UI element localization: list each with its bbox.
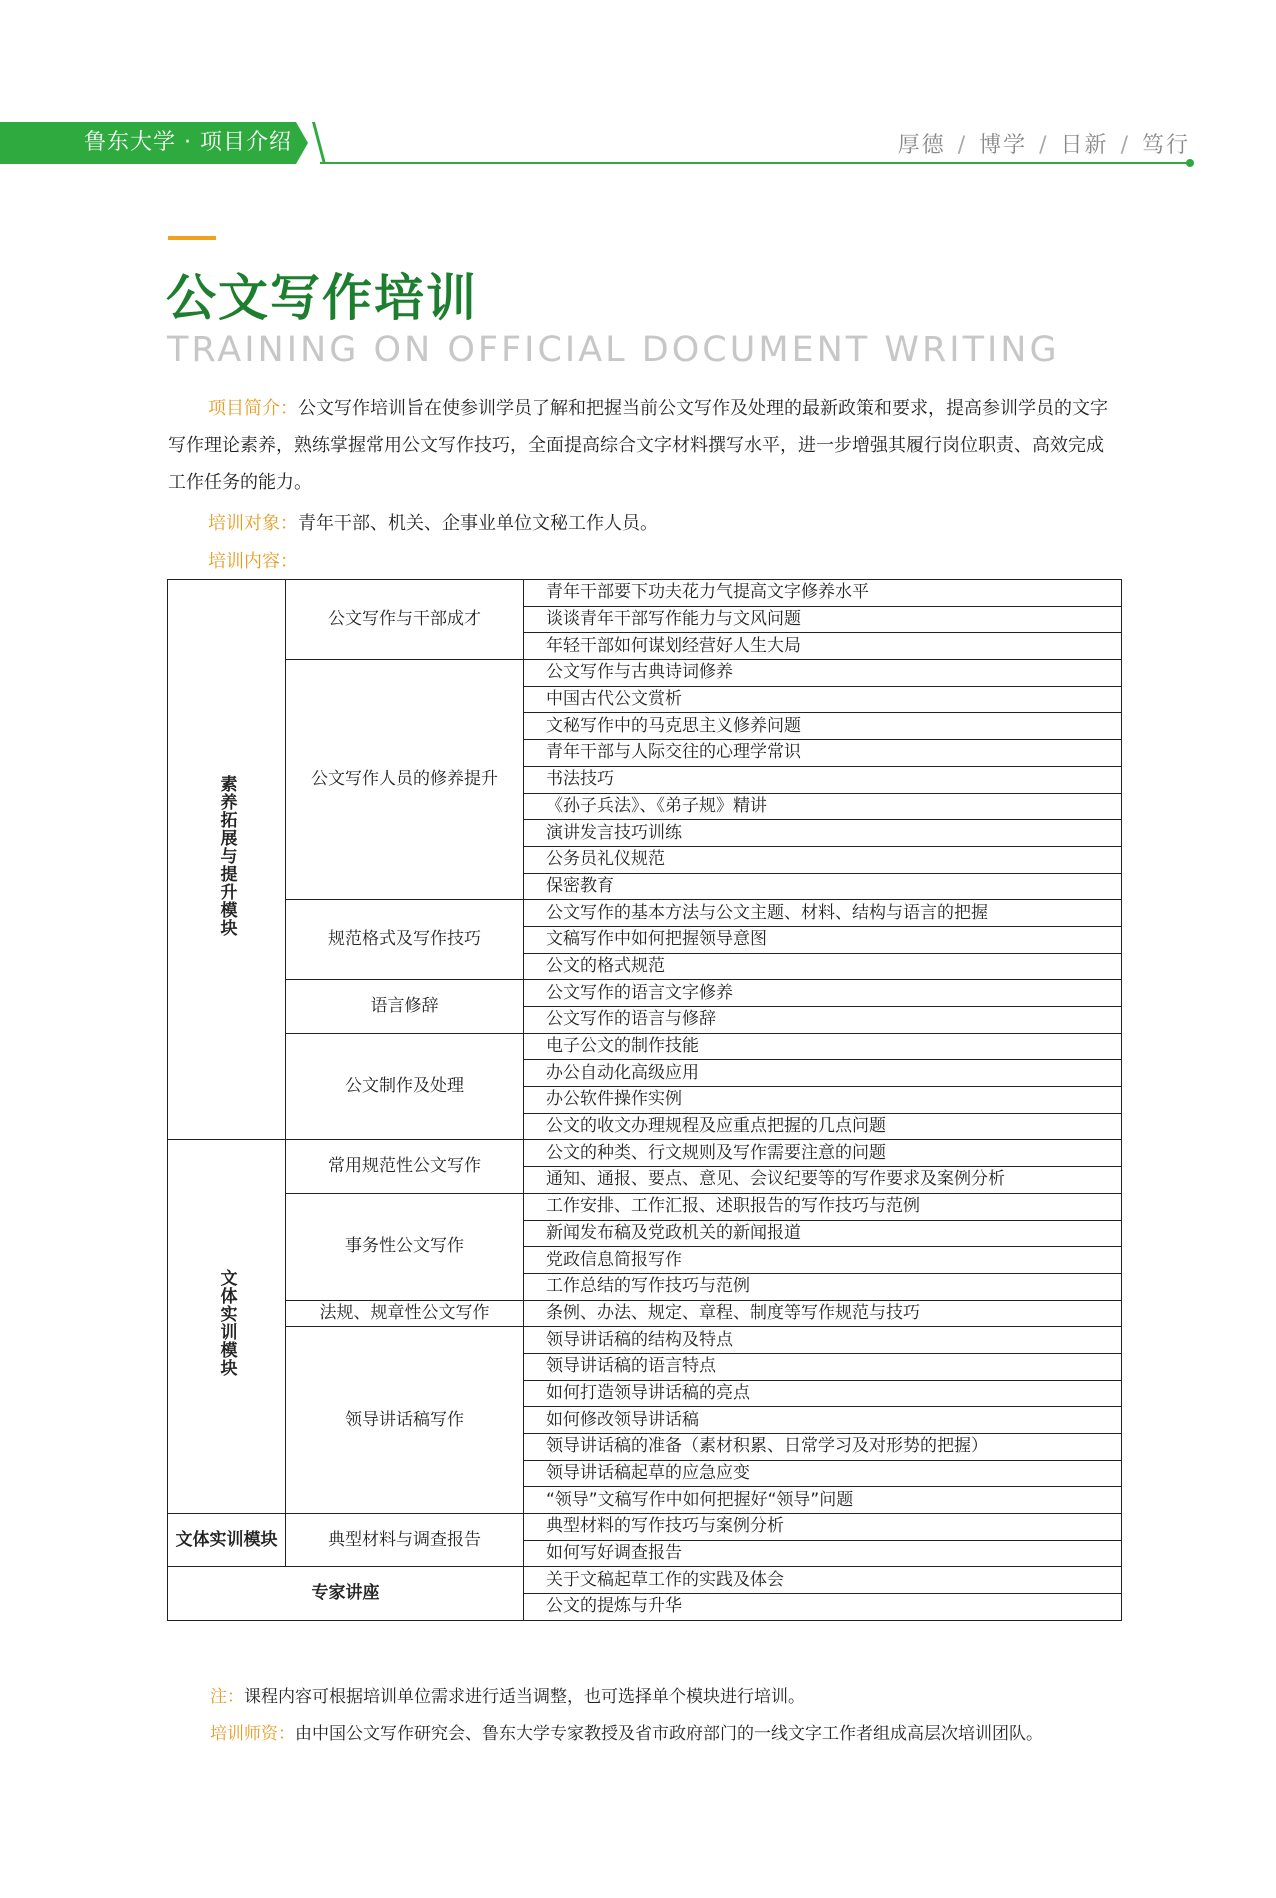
course-item-cell: 公文的格式规范 [524, 953, 1122, 980]
target-label: 培训对象： [208, 513, 298, 534]
course-item-cell: 工作安排、工作汇报、述职报告的写作技巧与范例 [524, 1193, 1122, 1220]
course-item-cell: 如何修改领导讲话稿 [524, 1407, 1122, 1434]
table-row [168, 1140, 1122, 1167]
course-item-cell: 中国古代公文赏析 [524, 686, 1122, 713]
course-item-cell: 青年干部要下功夫花力气提高文字修养水平 [524, 580, 1122, 607]
table-row [168, 1193, 1122, 1220]
table-row [168, 1327, 1122, 1354]
course-item-cell: 公文写作的语言与修辞 [524, 1007, 1122, 1034]
course-item-cell: 公文的收文办理规程及应重点把握的几点问题 [524, 1113, 1122, 1140]
course-item-cell: 如何写好调查报告 [524, 1540, 1122, 1567]
table-row [168, 1514, 1122, 1541]
submodule-cell: 常用规范性公文写作 [286, 1140, 524, 1193]
module-cell [168, 580, 286, 1140]
module-cell [168, 1514, 286, 1567]
submodule-cell: 公文制作及处理 [286, 1033, 524, 1140]
table-row [168, 900, 1122, 927]
course-item-cell: 公务员礼仪规范 [524, 846, 1122, 873]
course-item-cell: 领导讲话稿的语言特点 [524, 1353, 1122, 1380]
course-item-cell: 办公软件操作实例 [524, 1087, 1122, 1114]
content-label: 培训内容： [208, 551, 298, 572]
module-cell [168, 1567, 524, 1620]
header-title: 鲁东大学 · 项目介绍 [84, 130, 292, 155]
module-name: 文体实训模块 [216, 1268, 237, 1377]
course-item-cell: 谈谈青年干部写作能力与文风问题 [524, 606, 1122, 633]
course-item-cell: 演讲发言技巧训练 [524, 820, 1122, 847]
intro-label: 项目简介： [208, 398, 298, 419]
submodule-cell: 事务性公文写作 [286, 1193, 524, 1300]
course-item-cell: 公文写作与古典诗词修养 [524, 660, 1122, 687]
target-text: 青年干部、机关、企事业单位文秘工作人员。 [298, 513, 658, 534]
course-item-cell: 通知、通报、要点、意见、会议纪要等的写作要求及案例分析 [524, 1167, 1122, 1194]
submodule-cell: 领导讲话稿写作 [286, 1327, 524, 1514]
module-cell [168, 1140, 286, 1514]
module-name: 素养拓展与提升模块 [216, 774, 237, 937]
course-item-cell: 电子公文的制作技能 [524, 1033, 1122, 1060]
motto-separator: / [1039, 133, 1049, 158]
table-row [168, 1567, 1122, 1594]
course-item-cell: 保密教育 [524, 873, 1122, 900]
motto-word: 笃行 [1141, 133, 1190, 158]
content-paragraph [168, 543, 1120, 580]
title-accent-bar [168, 236, 216, 240]
motto-separator: / [957, 133, 968, 158]
course-item-cell: 《孙子兵法》、《弟子规》精讲 [524, 793, 1122, 820]
course-table [167, 579, 1122, 1621]
course-item-cell: 公文写作的语言文字修养 [524, 980, 1122, 1007]
course-item-cell: 关于文稿起草工作的实践及体会 [524, 1567, 1122, 1594]
module-name: 专家讲座 [311, 1583, 380, 1604]
course-item-cell: 如何打造领导讲话稿的亮点 [524, 1380, 1122, 1407]
header-motto [898, 128, 1190, 159]
module-name: 文体实训模块 [175, 1529, 278, 1550]
course-item-cell: 文秘写作中的马克思主义修养问题 [524, 713, 1122, 740]
table-row [168, 1033, 1122, 1060]
motto-word: 日新 [1060, 133, 1109, 158]
target-paragraph [168, 505, 1120, 542]
page-title: 公文写作培训 [166, 269, 478, 327]
course-item-cell: 书法技巧 [524, 766, 1122, 793]
course-item-cell: 公文的种类、行文规则及写作需要注意的问题 [524, 1140, 1122, 1167]
course-item-cell: 党政信息简报写作 [524, 1247, 1122, 1274]
course-item-cell: 典型材料的写作技巧与案例分析 [524, 1514, 1122, 1541]
course-table-body [168, 580, 1122, 1621]
note-paragraph [210, 1682, 805, 1712]
teachers-label: 培训师资： [210, 1724, 295, 1744]
note-label: 注： [210, 1687, 244, 1707]
header-rule-dot [1186, 159, 1194, 167]
submodule-cell: 法规、规章性公文写作 [286, 1300, 524, 1327]
course-item-cell: 年轻干部如何谋划经营好人生大局 [524, 633, 1122, 660]
teachers-paragraph [210, 1719, 1043, 1749]
table-row [168, 980, 1122, 1007]
teachers-text: 由中国公文写作研究会、鲁东大学专家教授及省市政府部门的一线文字工作者组成高层次培训团队。 [295, 1724, 1043, 1744]
page-subtitle-english: TRAINING ON OFFICIAL DOCUMENT WRITING [167, 330, 1060, 370]
motto-word: 厚德 [897, 133, 946, 158]
course-item-cell: 文稿写作中如何把握领导意图 [524, 926, 1122, 953]
submodule-cell: 规范格式及写作技巧 [286, 900, 524, 980]
course-item-cell: 条例、办法、规定、章程、制度等写作规范与技巧 [524, 1300, 1122, 1327]
course-item-cell: 领导讲话稿的准备（素材积累、日常学习及对形势的把握） [524, 1434, 1122, 1461]
course-item-cell: “领导”文稿写作中如何把握好“领导”问题 [524, 1487, 1122, 1514]
course-item-cell: 新闻发布稿及党政机关的新闻报道 [524, 1220, 1122, 1247]
intro-paragraph [168, 390, 1120, 501]
course-item-cell: 公文写作的基本方法与公文主题、材料、结构与语言的把握 [524, 900, 1122, 927]
table-row [168, 1300, 1122, 1327]
course-item-cell: 青年干部与人际交往的心理学常识 [524, 740, 1122, 767]
submodule-cell: 公文写作与干部成才 [286, 580, 524, 660]
course-item-cell: 领导讲话稿的结构及特点 [524, 1327, 1122, 1354]
table-row [168, 580, 1122, 607]
course-item-cell: 工作总结的写作技巧与范例 [524, 1273, 1122, 1300]
motto-word: 博学 [979, 133, 1028, 158]
course-item-cell: 公文的提炼与升华 [524, 1594, 1122, 1621]
intro-text: 公文写作培训旨在使参训学员了解和把握当前公文写作及处理的最新政策和要求，提高参训学员的文字写作理论素养，熟练掌握常用公文写作技巧，全面提高综合文字材料撰写水平，进一步增强其履行岗位职责、高效完成工作任务的能力。 [168, 398, 1108, 493]
course-item-cell: 领导讲话稿起草的应急应变 [524, 1460, 1122, 1487]
course-item-cell: 办公自动化高级应用 [524, 1060, 1122, 1087]
table-row [168, 660, 1122, 687]
submodule-cell: 典型材料与调查报告 [286, 1514, 524, 1567]
note-text: 课程内容可根据培训单位需求进行适当调整，也可选择单个模块进行培训。 [244, 1687, 805, 1707]
submodule-cell: 语言修辞 [286, 980, 524, 1033]
submodule-cell: 公文写作人员的修养提升 [286, 660, 524, 900]
header-rule [320, 162, 1190, 164]
header-banner-accent [312, 122, 326, 164]
motto-separator: / [1120, 133, 1130, 158]
